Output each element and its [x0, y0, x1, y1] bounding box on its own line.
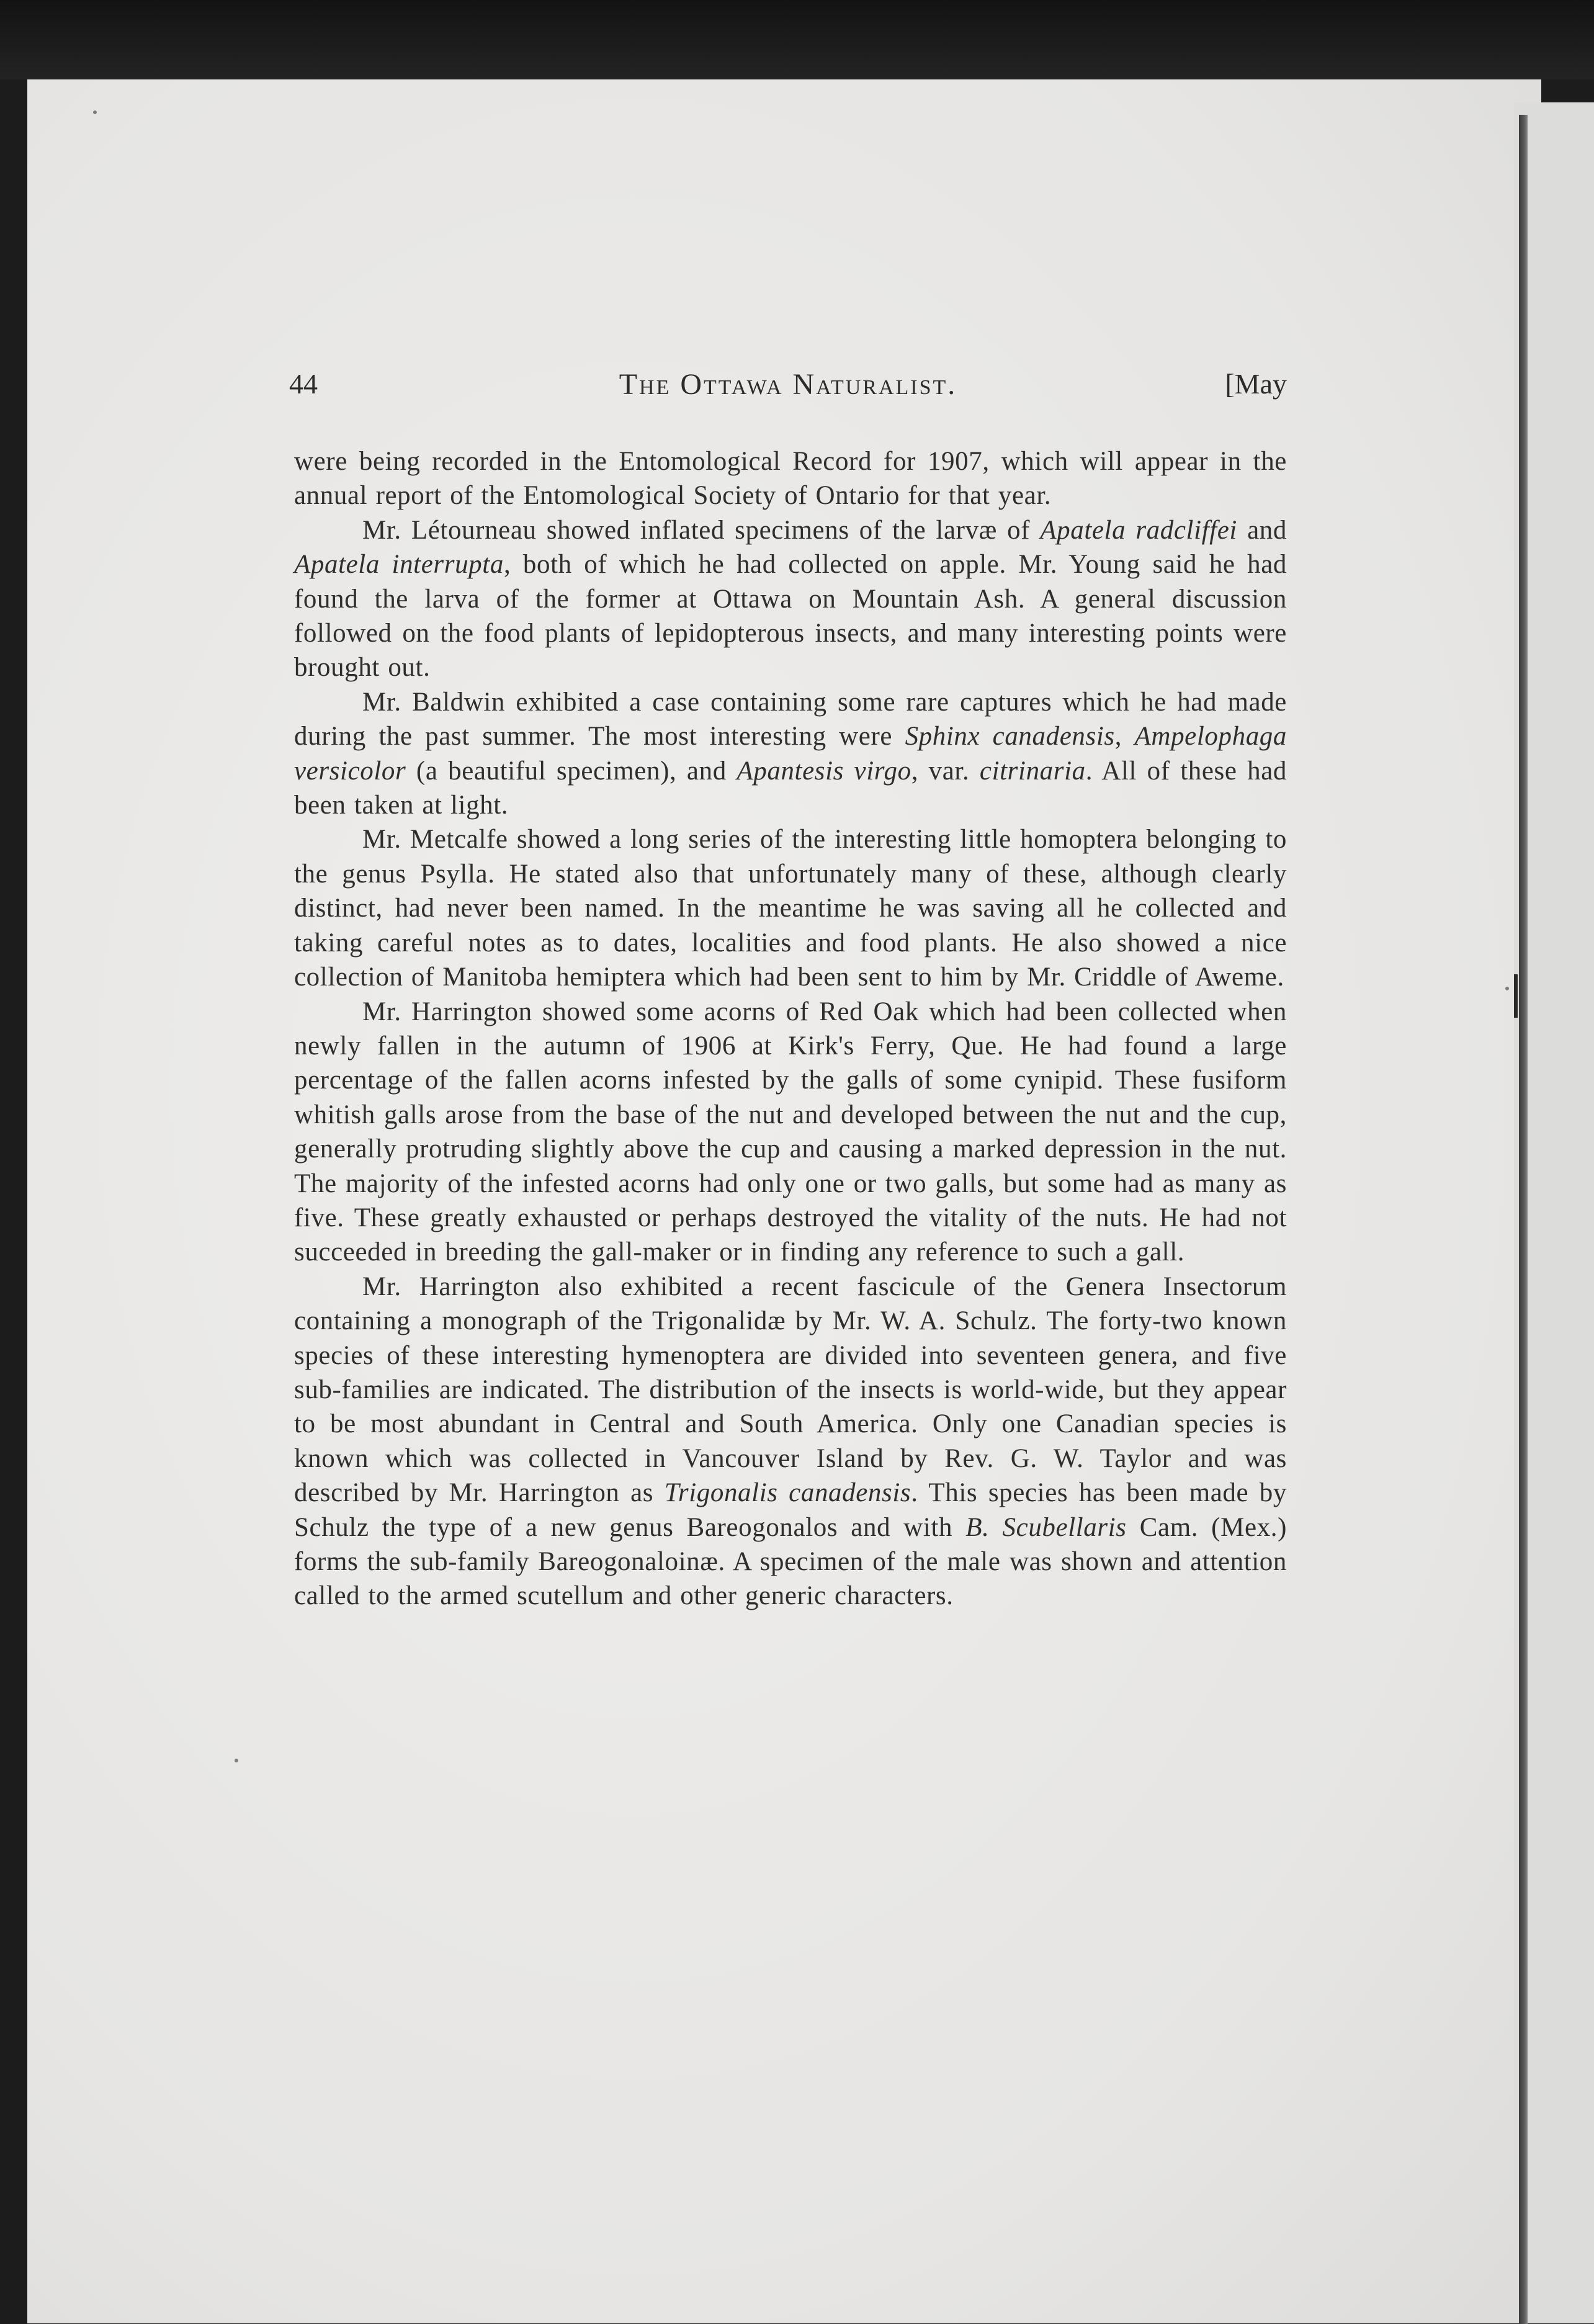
italic-taxon-name: Sphinx canadensis: [905, 722, 1115, 751]
dust-speck: [235, 1759, 238, 1762]
edge-mark: [1514, 974, 1518, 1018]
body-text: [294, 444, 1287, 1613]
text-run: (a beautiful specimen), and: [406, 756, 737, 786]
text-run: Mr. Metcalfe showed a long series of the interesting little homoptera belonging to the genus Psylla. He stated also that unfortunately many of these, although clearly distinct, had never been named. In the meantime he was saving all he collected and taking careful notes as to dates, localities and food plants. He also showed a nice collection of Manitoba hemiptera which had been sent to him by Mr. Criddle of Aweme.: [294, 825, 1287, 992]
text-run: , both of which he had collected on apple. Mr. Young said he had found the larva of the former at Ottawa on Mountain Ash. A general discussion followed on the food plants of lepidopterous insects, and many interesting points were brought out.: [294, 550, 1287, 683]
page-header: [289, 367, 1287, 411]
running-title: The Ottawa Naturalist.: [619, 368, 957, 401]
italic-taxon-name: Ampelophaga versicolor: [294, 722, 1287, 786]
dust-speck: [1505, 987, 1509, 990]
italic-taxon-name: B. Scubellaris: [965, 1512, 1127, 1542]
text-run: Mr. Harrington also exhibited a recent fascicule of the Genera Insectorum containing a monograph of the Trigonalidæ by Mr. W. A. Schulz. The forty-two known species of these interesting hymenoptera are divided into seventeen genera, and five sub-families are indicated. The distribution of the insects is world-wide, but they appear to be most abundant in Central and South America. Only one Canadian species is known which was collected in Vancouver Island by Rev. G. W. Taylor and was described by Mr. Harrington as: [294, 1272, 1287, 1508]
text-run: Mr. Baldwin exhibited a case containing some rare captures which he had made during the past summer. The most interesting were: [294, 687, 1287, 751]
text-run: ,: [1114, 722, 1135, 751]
text-run: . All of these had been taken at light.: [294, 756, 1287, 820]
italic-taxon-name: Trigonalis canadensis: [664, 1478, 911, 1508]
page-number: 44: [289, 368, 318, 400]
paragraph: [294, 685, 1287, 823]
text-run: Cam. (Mex.) forms the sub-family Bareogonaloinæ. A specimen of the male was shown and attention called to the armed scutellum and other generic characters.: [294, 1512, 1287, 1611]
paragraph: [294, 1270, 1287, 1613]
text-run: were being recorded in the Entomological Record for 1907, which will appear in the annual report of the Entomological Society of Ontario for that year.: [294, 447, 1287, 511]
text-run: and: [1237, 515, 1287, 545]
adjacent-page-edge: [1514, 102, 1594, 2323]
paragraph: [294, 822, 1287, 994]
text-run: Mr. Létourneau showed inflated specimens of the larvæ of: [362, 515, 1041, 545]
page-edge-shadow: [1519, 115, 1528, 2324]
italic-taxon-name: Apatela interrupta: [294, 550, 504, 580]
running-date: [May: [1225, 368, 1287, 400]
dust-speck: [93, 110, 97, 114]
paragraph: [294, 444, 1287, 513]
italic-taxon-name: Apatela radcliffei: [1040, 515, 1237, 545]
text-run: , var.: [911, 756, 980, 786]
italic-taxon-name: citrinaria: [979, 756, 1086, 786]
scan-top-band: [0, 0, 1594, 79]
text-run: . This species has been made by Schulz the type of a new genus Bareogonalos and with: [294, 1478, 1287, 1542]
paragraph: [294, 995, 1287, 1270]
text-run: Mr. Harrington showed some acorns of Red Oak which had been collected when newly fallen in the autumn of 1906 at Kirk's Ferry, Que. He had found a large percentage of the fallen acorns infested by the galls of some cynipid. These fusiform whitish galls arose from the base of the nut and developed between the nut and the cup, generally protruding slightly above the cup and causing a marked depression in the nut. The majority of the infested acorns had only one or two galls, but some had as many as five. These greatly exhausted or perhaps destroyed the vitality of the nuts. He had not succeeded in breeding the gall-maker or in finding any reference to such a gall.: [294, 997, 1287, 1267]
paragraph: [294, 513, 1287, 685]
italic-taxon-name: Apantesis virgo: [737, 756, 911, 786]
